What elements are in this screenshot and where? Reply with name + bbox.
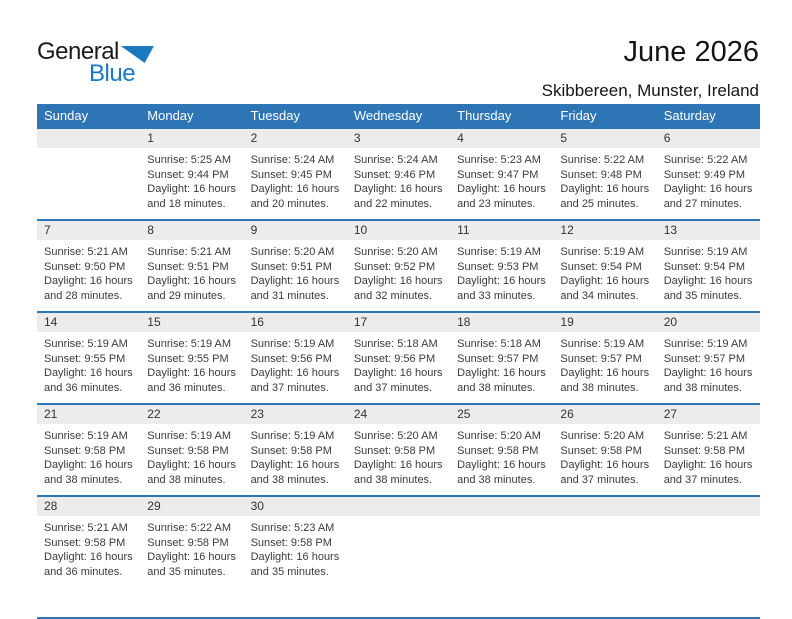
day-cell (657, 220, 760, 312)
day-info (450, 240, 553, 303)
day-number: 4 (450, 129, 553, 148)
day-cell (244, 220, 347, 312)
day-info (553, 240, 656, 303)
day-info-line: and 36 minutes. (44, 381, 123, 394)
month-title: June 2026 (623, 36, 759, 68)
weekday-header-wednesday: Wednesday (347, 104, 450, 128)
day-info-line: Sunrise: 5:22 AM (560, 154, 645, 166)
day-info-line: Daylight: 16 hours (44, 367, 133, 379)
day-number: 30 (244, 497, 347, 516)
day-info-line: Daylight: 16 hours (147, 459, 236, 471)
day-info (347, 240, 450, 303)
day-info-line: Sunrise: 5:19 AM (663, 338, 748, 350)
day-info-line: and 23 minutes. (457, 197, 536, 210)
day-info-line: Daylight: 16 hours (44, 551, 133, 563)
day-info-line: Sunrise: 5:21 AM (663, 430, 748, 442)
day-info (347, 148, 450, 211)
day-info (244, 332, 347, 395)
day-number: 3 (347, 129, 450, 148)
week-row (37, 312, 760, 404)
day-number: 12 (553, 221, 656, 240)
day-info-line: Sunset: 9:57 PM (457, 352, 539, 365)
day-info-line: Daylight: 16 hours (353, 367, 443, 379)
day-info (140, 516, 243, 579)
day-info-line: Daylight: 16 hours (663, 183, 753, 195)
day-number: 27 (657, 405, 760, 424)
day-info-line: Sunset: 9:58 PM (44, 536, 126, 549)
weekday-header-saturday: Saturday (657, 104, 760, 128)
day-info-line: Sunrise: 5:23 AM (250, 522, 335, 534)
day-info-line: Daylight: 16 hours (663, 367, 753, 379)
day-cell (347, 128, 450, 220)
day-info-line: Sunrise: 5:21 AM (44, 522, 128, 534)
day-info-line: and 35 minutes. (147, 565, 226, 578)
week-row (37, 128, 760, 220)
day-info-line: and 20 minutes. (250, 197, 329, 210)
day-number: 17 (347, 313, 450, 332)
day-info (657, 148, 760, 211)
day-info-line: Daylight: 16 hours (663, 275, 753, 287)
calendar-header-row (37, 104, 760, 128)
day-info-line: Sunset: 9:58 PM (560, 444, 642, 457)
logo-text-general: General (37, 38, 119, 65)
day-info-line: Sunset: 9:55 PM (147, 352, 229, 365)
day-info (244, 240, 347, 303)
day-number (37, 129, 140, 148)
general-blue-logo (37, 40, 154, 86)
week-row (37, 404, 760, 496)
title-block (542, 36, 759, 101)
day-cell (450, 220, 553, 312)
day-info-line: Sunrise: 5:18 AM (457, 338, 541, 350)
day-info-line: and 28 minutes. (44, 289, 123, 302)
day-info-line: and 38 minutes. (457, 473, 536, 486)
day-info-line: Daylight: 16 hours (457, 459, 546, 471)
day-info-line: Sunrise: 5:23 AM (457, 154, 541, 166)
day-info-line: Sunset: 9:54 PM (663, 260, 746, 273)
day-info (244, 516, 347, 579)
day-cell (140, 220, 243, 312)
day-info (140, 424, 243, 487)
day-info-line: and 36 minutes. (147, 381, 226, 394)
day-info (553, 148, 656, 211)
day-info (450, 148, 553, 211)
day-info-line: Sunset: 9:58 PM (663, 444, 746, 457)
day-cell (553, 404, 656, 496)
day-cell (37, 404, 140, 496)
day-info-line: Daylight: 16 hours (560, 367, 650, 379)
day-info (37, 240, 140, 303)
day-info-line: Sunset: 9:58 PM (147, 444, 229, 457)
day-number (657, 497, 760, 516)
day-number: 7 (37, 221, 140, 240)
day-number: 6 (657, 129, 760, 148)
day-info-line: and 37 minutes. (560, 473, 639, 486)
day-info-line: and 34 minutes. (560, 289, 639, 302)
day-info-line: Sunrise: 5:22 AM (147, 522, 232, 534)
day-number: 5 (553, 129, 656, 148)
day-info-line: Daylight: 16 hours (250, 551, 340, 563)
day-number: 19 (553, 313, 656, 332)
day-cell (244, 404, 347, 496)
day-info-line: Sunrise: 5:21 AM (44, 246, 128, 258)
day-info-line: Sunrise: 5:20 AM (353, 246, 438, 258)
day-cell (450, 404, 553, 496)
day-info-line: Sunrise: 5:25 AM (147, 154, 232, 166)
day-info (140, 240, 243, 303)
day-info-line: and 38 minutes. (560, 381, 639, 394)
day-info-line: Daylight: 16 hours (457, 183, 546, 195)
day-number: 23 (244, 405, 347, 424)
day-info-line: Sunrise: 5:24 AM (250, 154, 335, 166)
day-info-line: Sunrise: 5:19 AM (663, 246, 748, 258)
day-info (140, 332, 243, 395)
day-info-line: Sunrise: 5:19 AM (44, 430, 128, 442)
weekday-header-friday: Friday (553, 104, 656, 128)
day-info-line: Sunset: 9:55 PM (44, 352, 126, 365)
day-info (657, 240, 760, 303)
day-number: 20 (657, 313, 760, 332)
day-cell (37, 496, 140, 618)
day-info-line: Daylight: 16 hours (250, 275, 340, 287)
day-cell (140, 128, 243, 220)
day-info-line: Sunset: 9:47 PM (457, 168, 539, 181)
day-info-line: and 35 minutes. (250, 565, 329, 578)
day-info-line: Sunset: 9:58 PM (353, 444, 436, 457)
weekday-header-thursday: Thursday (450, 104, 553, 128)
day-info-line: Sunrise: 5:19 AM (560, 338, 645, 350)
day-info-line: and 38 minutes. (663, 381, 742, 394)
day-info-line: and 29 minutes. (147, 289, 226, 302)
day-info-line: Sunset: 9:58 PM (250, 536, 332, 549)
day-number: 8 (140, 221, 243, 240)
day-info (553, 332, 656, 395)
day-info-line: Daylight: 16 hours (457, 275, 546, 287)
day-cell (553, 220, 656, 312)
day-info-line: and 38 minutes. (250, 473, 329, 486)
day-info-line: Daylight: 16 hours (44, 275, 133, 287)
day-cell (347, 220, 450, 312)
day-info-line: Sunrise: 5:19 AM (147, 430, 232, 442)
day-info-line: Sunset: 9:58 PM (44, 444, 126, 457)
location-subtitle: Skibbereen, Munster, Ireland (541, 81, 759, 100)
day-info-line: and 27 minutes. (663, 197, 742, 210)
day-info-line: Sunrise: 5:19 AM (44, 338, 128, 350)
day-cell (140, 496, 243, 618)
day-number (553, 497, 656, 516)
day-info-line: Daylight: 16 hours (353, 459, 443, 471)
day-number: 26 (553, 405, 656, 424)
day-info-line: Sunset: 9:45 PM (250, 168, 332, 181)
day-info-line: Sunset: 9:50 PM (44, 260, 126, 273)
day-info-line: Sunrise: 5:20 AM (560, 430, 645, 442)
day-info-line: Sunrise: 5:22 AM (663, 154, 748, 166)
day-info-line: Sunset: 9:51 PM (250, 260, 332, 273)
day-info-line: Sunrise: 5:19 AM (147, 338, 232, 350)
day-info (657, 424, 760, 487)
day-number: 10 (347, 221, 450, 240)
day-info-line: Sunset: 9:56 PM (250, 352, 332, 365)
day-cell (37, 220, 140, 312)
day-info (553, 424, 656, 487)
day-info-line: and 22 minutes. (353, 197, 433, 210)
day-number: 21 (37, 405, 140, 424)
weekday-header-monday: Monday (140, 104, 243, 128)
week-row (37, 496, 760, 618)
week-row (37, 220, 760, 312)
day-info-line: Sunrise: 5:21 AM (147, 246, 232, 258)
day-number: 29 (140, 497, 243, 516)
empty-day-cell (450, 496, 553, 618)
day-info-line: Daylight: 16 hours (560, 183, 650, 195)
day-cell (140, 312, 243, 404)
day-info-line: Daylight: 16 hours (353, 275, 443, 287)
day-cell (347, 312, 450, 404)
day-number: 18 (450, 313, 553, 332)
day-info-line: and 35 minutes. (663, 289, 742, 302)
day-info (347, 424, 450, 487)
day-info-line: and 32 minutes. (353, 289, 433, 302)
day-number: 14 (37, 313, 140, 332)
day-info-line: Daylight: 16 hours (147, 367, 236, 379)
day-info-line: Sunset: 9:54 PM (560, 260, 642, 273)
day-info-line: Sunrise: 5:19 AM (250, 338, 335, 350)
day-info-line: Sunset: 9:49 PM (663, 168, 746, 181)
day-info-line: Daylight: 16 hours (663, 459, 753, 471)
day-info-line: Sunrise: 5:20 AM (457, 430, 541, 442)
empty-day-cell (37, 128, 140, 220)
empty-day-cell (347, 496, 450, 618)
weekday-header-tuesday: Tuesday (244, 104, 347, 128)
day-info (347, 332, 450, 395)
calendar-table (37, 104, 760, 619)
day-number (347, 497, 450, 516)
day-info-line: Sunset: 9:57 PM (663, 352, 746, 365)
day-info-line: and 38 minutes. (147, 473, 226, 486)
day-info-line: Sunrise: 5:19 AM (560, 246, 645, 258)
day-info-line: and 36 minutes. (44, 565, 123, 578)
calendar-body (37, 128, 760, 618)
day-cell (244, 128, 347, 220)
day-cell (244, 496, 347, 618)
day-info-line: and 31 minutes. (250, 289, 329, 302)
day-info-line: Daylight: 16 hours (250, 183, 340, 195)
day-number: 24 (347, 405, 450, 424)
day-number: 9 (244, 221, 347, 240)
day-info-line: and 37 minutes. (663, 473, 742, 486)
day-cell (450, 128, 553, 220)
day-info-line: Daylight: 16 hours (147, 275, 236, 287)
day-info (657, 332, 760, 395)
day-info-line: Sunset: 9:51 PM (147, 260, 229, 273)
day-cell (657, 404, 760, 496)
day-info-line: Sunset: 9:52 PM (353, 260, 436, 273)
day-cell (244, 312, 347, 404)
day-info-line: and 25 minutes. (560, 197, 639, 210)
weekday-header-sunday: Sunday (37, 104, 140, 128)
day-info-line: Sunset: 9:57 PM (560, 352, 642, 365)
day-info-line: and 18 minutes. (147, 197, 226, 210)
day-number: 28 (37, 497, 140, 516)
day-info-line: Sunrise: 5:20 AM (250, 246, 335, 258)
day-info-line: Daylight: 16 hours (250, 367, 340, 379)
day-info (244, 424, 347, 487)
day-info-line: Sunrise: 5:24 AM (353, 154, 438, 166)
day-number: 2 (244, 129, 347, 148)
day-info-line: Sunset: 9:44 PM (147, 168, 229, 181)
day-cell (657, 312, 760, 404)
empty-day-cell (657, 496, 760, 618)
day-cell (37, 312, 140, 404)
day-info-line: Daylight: 16 hours (457, 367, 546, 379)
day-info-line: Daylight: 16 hours (147, 551, 236, 563)
day-info-line: Sunset: 9:48 PM (560, 168, 642, 181)
day-number: 25 (450, 405, 553, 424)
day-info-line: Sunrise: 5:20 AM (353, 430, 438, 442)
day-info (140, 148, 243, 211)
day-number: 11 (450, 221, 553, 240)
day-number: 1 (140, 129, 243, 148)
day-info (37, 424, 140, 487)
day-info-line: Sunset: 9:53 PM (457, 260, 539, 273)
empty-day-cell (553, 496, 656, 618)
day-info (37, 332, 140, 395)
day-info (244, 148, 347, 211)
day-info (450, 332, 553, 395)
day-info-line: and 38 minutes. (457, 381, 536, 394)
day-number: 15 (140, 313, 243, 332)
day-cell (657, 128, 760, 220)
day-info-line: Daylight: 16 hours (560, 275, 650, 287)
day-cell (553, 128, 656, 220)
day-info-line: Sunrise: 5:19 AM (457, 246, 541, 258)
day-info-line: Daylight: 16 hours (560, 459, 650, 471)
day-info-line: and 33 minutes. (457, 289, 536, 302)
day-cell (140, 404, 243, 496)
day-info-line: Sunset: 9:58 PM (250, 444, 332, 457)
day-info-line: Sunset: 9:58 PM (457, 444, 539, 457)
day-info-line: and 38 minutes. (353, 473, 433, 486)
day-info-line: Sunrise: 5:19 AM (250, 430, 335, 442)
day-number (450, 497, 553, 516)
day-info-line: Daylight: 16 hours (250, 459, 340, 471)
day-info-line: Sunrise: 5:18 AM (353, 338, 438, 350)
day-info (450, 424, 553, 487)
day-cell (553, 312, 656, 404)
day-info-line: and 37 minutes. (353, 381, 433, 394)
day-info-line: and 38 minutes. (44, 473, 123, 486)
day-info-line: Daylight: 16 hours (147, 183, 236, 195)
day-info-line: Daylight: 16 hours (44, 459, 133, 471)
day-number: 13 (657, 221, 760, 240)
day-info-line: and 37 minutes. (250, 381, 329, 394)
day-info-line: Sunset: 9:56 PM (353, 352, 436, 365)
day-info-line: Sunset: 9:46 PM (353, 168, 436, 181)
day-info-line: Sunset: 9:58 PM (147, 536, 229, 549)
day-number: 22 (140, 405, 243, 424)
day-cell (450, 312, 553, 404)
day-number: 16 (244, 313, 347, 332)
day-info (37, 516, 140, 579)
logo-text-blue: Blue (89, 60, 136, 87)
day-info-line: Daylight: 16 hours (353, 183, 443, 195)
day-cell (347, 404, 450, 496)
